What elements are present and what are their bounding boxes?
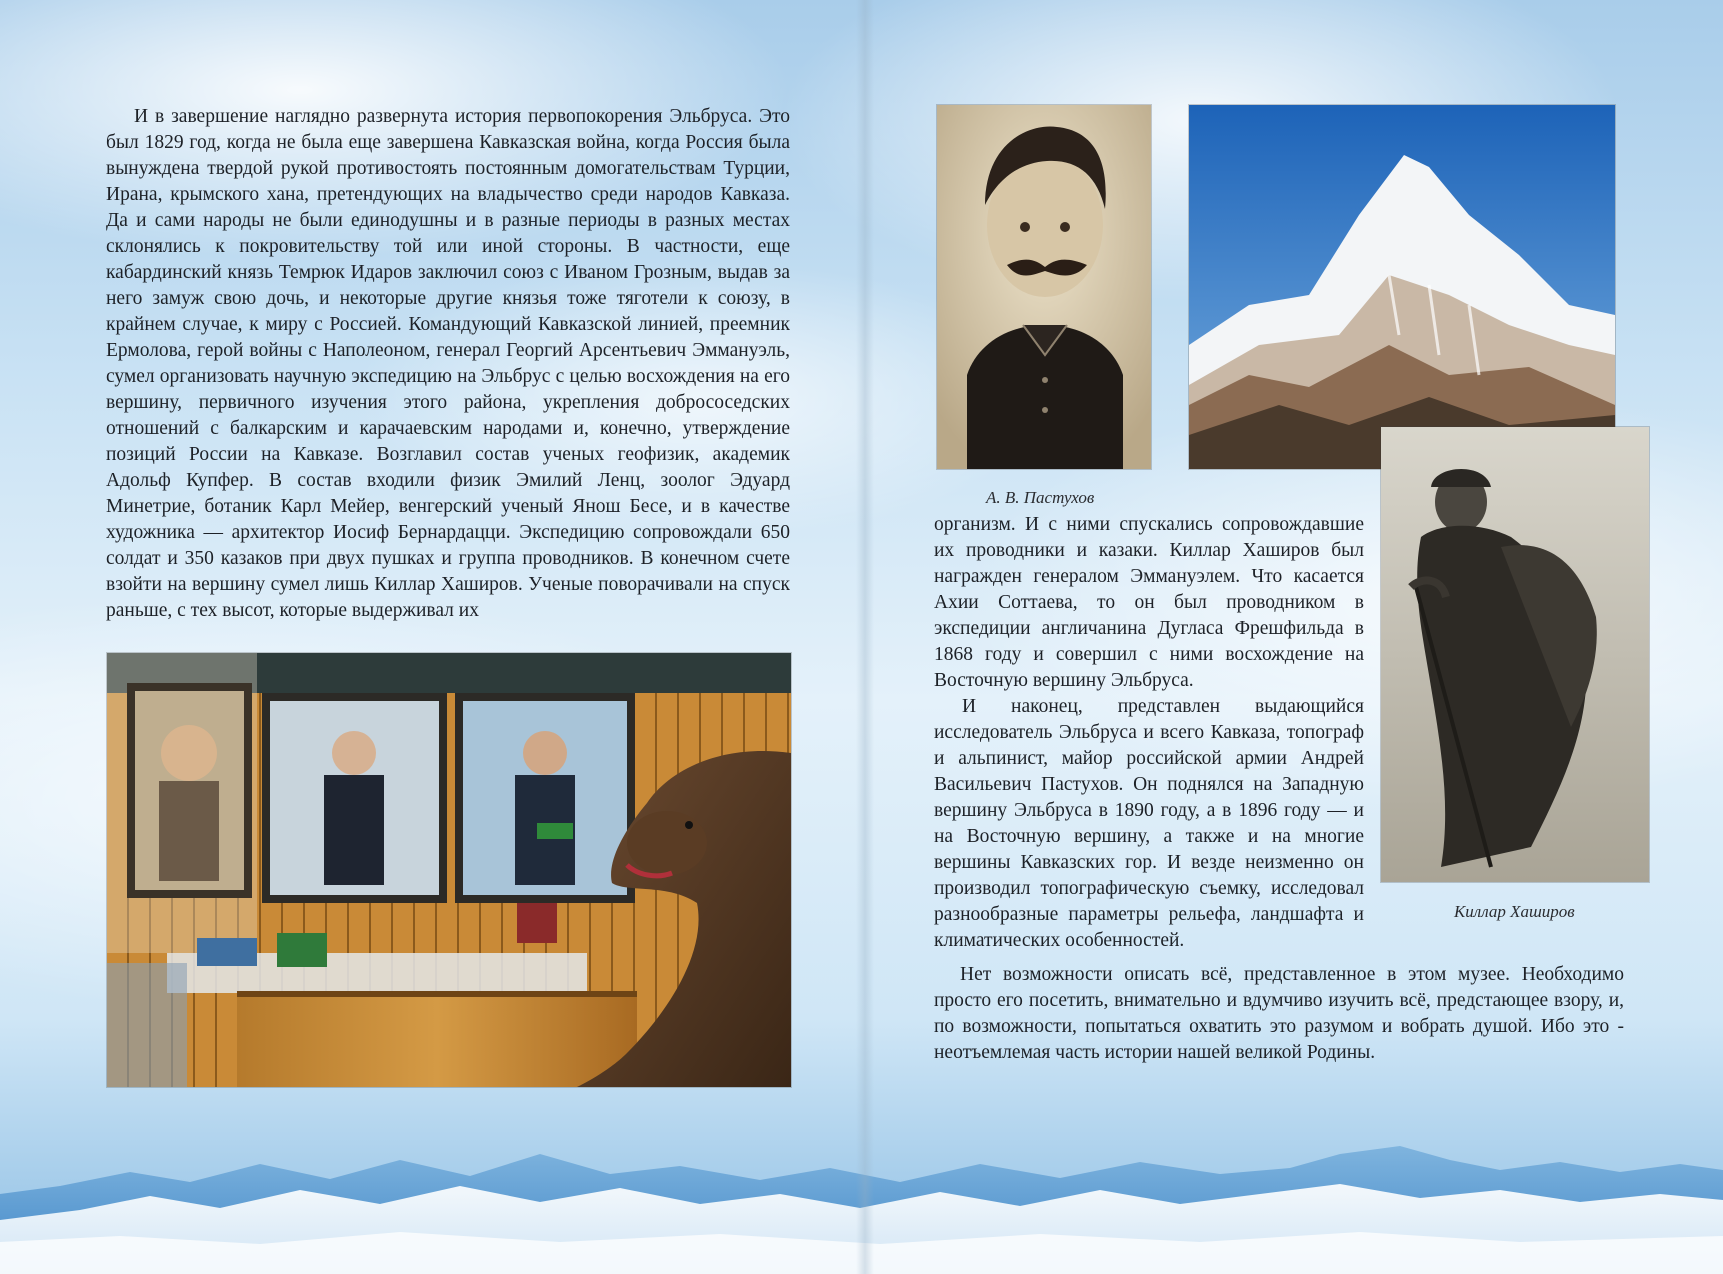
khashirov-caption: Киллар Хаширов xyxy=(1454,902,1575,921)
right-page-column-text xyxy=(934,512,1364,954)
elbrus-mountain-photo xyxy=(1188,104,1616,470)
elbrus-mountain-image xyxy=(1189,105,1615,469)
museum-interior-image xyxy=(107,653,791,1087)
pastukhov-portrait-photo xyxy=(936,104,1152,470)
left-page xyxy=(0,0,860,1274)
closing-text xyxy=(934,962,1624,1066)
museum-interior-photo xyxy=(106,652,792,1088)
column-paragraph-2: И наконец, представлен выдающийся исследователь Эльбруса и всего Кавказа, топограф и альпинист, майор российской армии Андрей Васильевич Пастухов. Он поднялся на Западную вершину Эльбруса в 1890 году, а в 1896 году — и на Восточную вершину, а также и на многие вершины Кавказских гор. И везде неизменно он производил топографическую съемку, исследовал разнообразные параметры рельефа, ландшафта и климатических особенностей. xyxy=(934,696,1364,951)
left-page-text xyxy=(106,104,790,624)
pastukhov-portrait-image xyxy=(937,105,1151,469)
khashirov-photo xyxy=(1380,426,1650,883)
closing-paragraph: Нет возможности описать всё, представленное в этом музее. Необходимо просто его посетить, внимательно и вдумчиво изучить всё, предстающее взору, и, по возможности, попытаться охватить это разумом и вобрать душой. Ибо это - неотъемлемая часть истории нашей великой Родины. xyxy=(934,964,1624,1063)
column-paragraph-1: организм. И с ними спускались сопровождавшие их проводники и казаки. Киллар Хаширов был награжден генералом Эммануэлем. Что касается Ахии Соттаева, то он был проводником в экспедиции англичанина Дугласа Фрешфильда в 1868 году и совершил с ними восхождение на Восточную вершину Эльбруса. xyxy=(934,514,1364,691)
pastukhov-caption: А. В. Пастухов xyxy=(986,488,1095,507)
expedition-paragraph: И в завершение наглядно развернута история первопокорения Эльбруса. Это был 1829 год, когда не была еще завершена Кавказская война, когда Россия была вынуждена твердой рукой противостоять постоянным домогательствам Турции, Ирана, крымского хана, претендующих на владычество среди народов Кавказа. Да и сами народы не были единодушны и в разные периоды в разных местах склонялись к покровительству той или иной стороны. В частности, еще кабардинский князь Темрюк Идаров заключил союз с Иваном Грозным, выдав за него замуж свою дочь, и некоторые другие князья тоже тяготели к союзу, в крайнем случае, к миру с Россией. Командующий Кавказской линией, преемник Ермолова, герой войны с Наполеоном, генерал Георгий Арсентьевич Эммануэль, сумел организовать научную экспедицию на Эльбрус с целью восхождения на его вершину, первичного изучения этого района, укрепления добрососедских отношений с балкарским и карачаевским народами и, конечно, утверждение позиций России на Кавказе. Возглавил состав ученых геофизик, академик Адольф Купфер. В состав входили физик Эмилий Ленц, зоолог Эдуард Минетрие, ботаник Карл Мейер, венгерский ученый Янош Бесе, и в качестве художника — архитектор Иосиф Бернардацци. Экспедицию сопровождали 650 солдат и 350 казаков при двух пушках и группа проводников. В конечном счете взойти на вершину сумел лишь Киллар Хаширов. Ученые поворачивали на спуск раньше, с тех высот, которые выдерживал их xyxy=(106,106,790,621)
khashirov-image xyxy=(1381,427,1649,882)
